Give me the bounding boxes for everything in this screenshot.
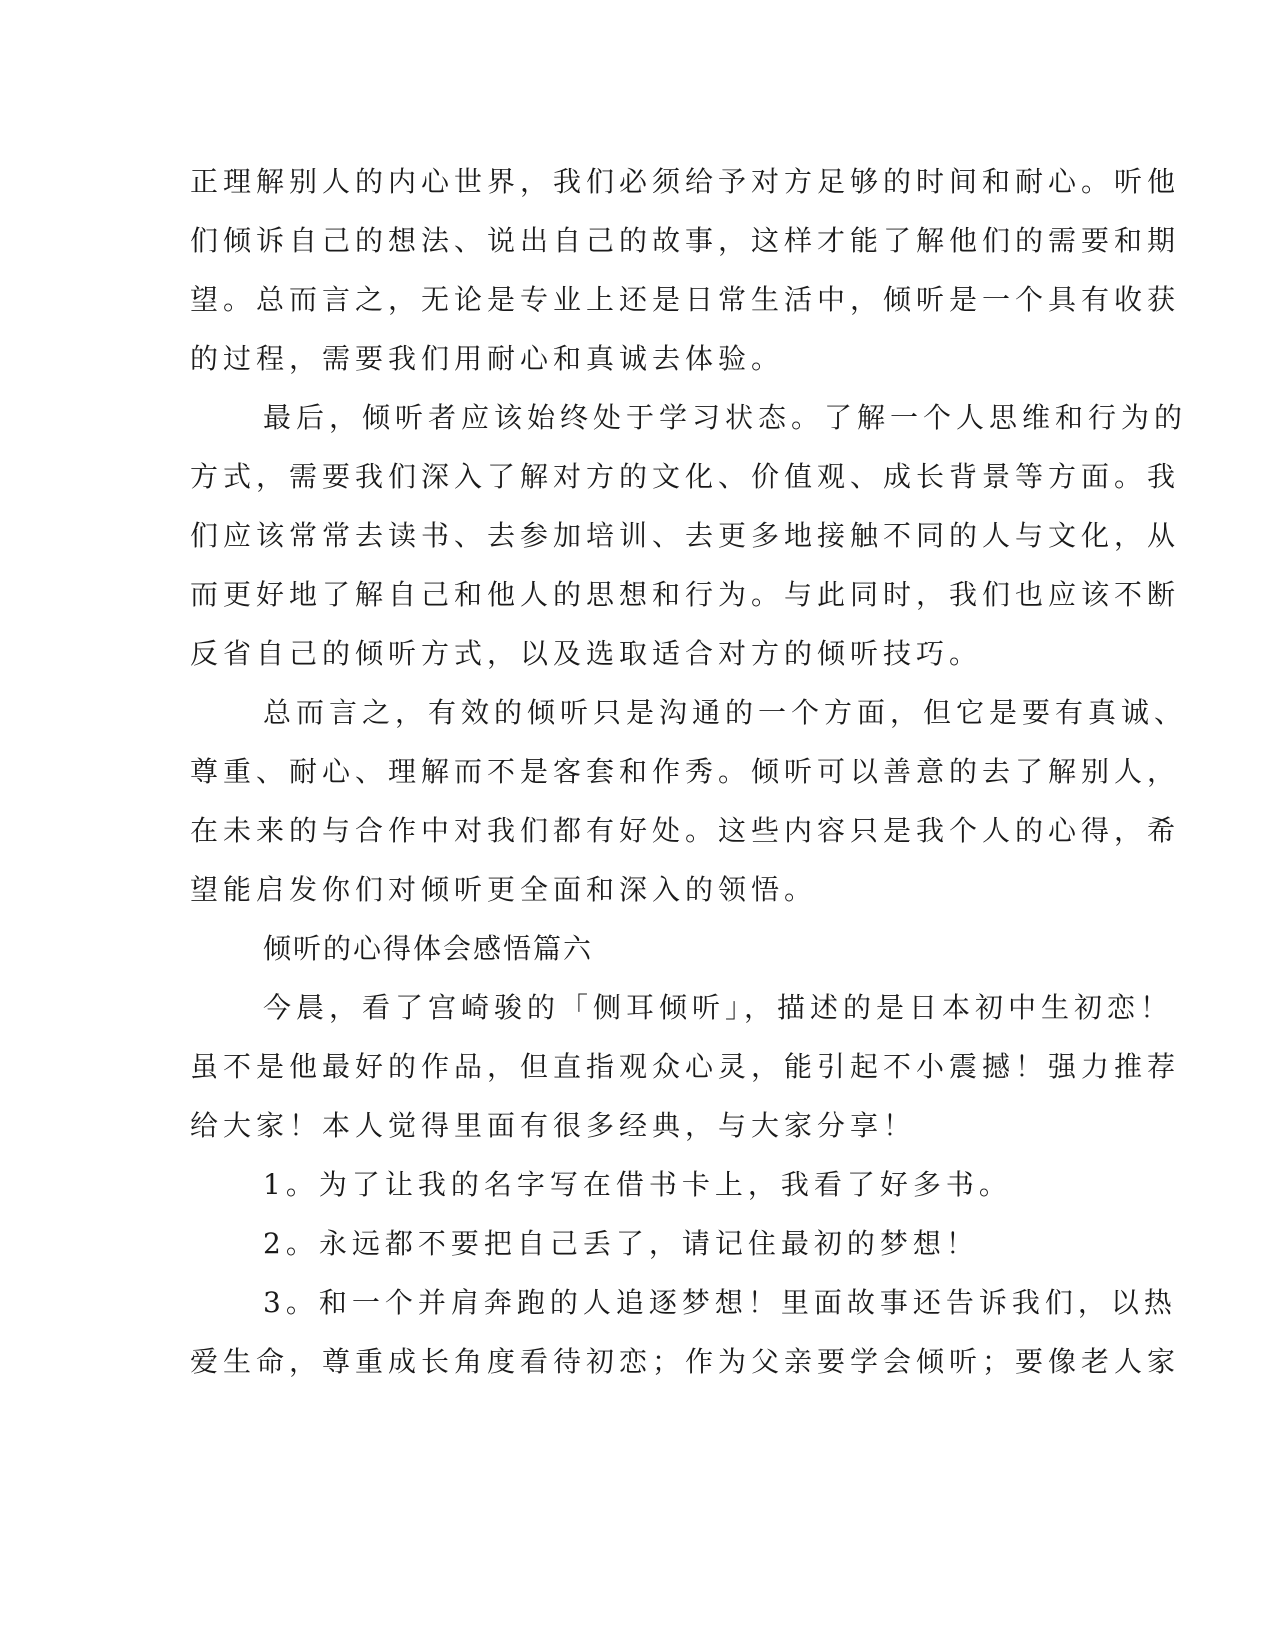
list-item: 1。为了让我的名字写在借书卡上，我看了好多书。 bbox=[263, 1168, 1012, 1201]
text-line: 们应该常常去读书、去参加培训、去更多地接触不同的人与文化，从 bbox=[190, 519, 1181, 552]
paragraph-first-line: 今晨，看了宫崎骏的「侧耳倾听」，描述的是日本初中生初恋！ bbox=[263, 991, 1174, 1024]
list-item: 2。永远都不要把自己丢了，请记住最初的梦想！ bbox=[263, 1227, 979, 1260]
paragraph-first-line: 总而言之，有效的倾听只是沟通的一个方面，但它是要有真诚、 bbox=[263, 696, 1188, 729]
text-line: 望能启发你们对倾听更全面和深入的领悟。 bbox=[190, 873, 818, 906]
text-line: 在未来的与合作中对我们都有好处。这些内容只是我个人的心得，希 bbox=[190, 814, 1181, 847]
text-line: 给大家！本人觉得里面有很多经典，与大家分享！ bbox=[190, 1109, 917, 1142]
text-line: 的过程，需要我们用耐心和真诚去体验。 bbox=[190, 342, 785, 375]
text-line: 而更好地了解自己和他人的思想和行为。与此同时，我们也应该不断 bbox=[190, 578, 1181, 611]
text-line: 爱生命，尊重成长角度看待初恋；作为父亲要学会倾听；要像老人家 bbox=[190, 1345, 1181, 1378]
text-line: 反省自己的倾听方式，以及选取适合对方的倾听技巧。 bbox=[190, 637, 983, 670]
text-line: 尊重、耐心、理解而不是客套和作秀。倾听可以善意的去了解别人， bbox=[190, 755, 1181, 788]
text-line: 方式，需要我们深入了解对方的文化、价值观、成长背景等方面。我 bbox=[190, 460, 1181, 493]
list-item: 3。和一个并肩奔跑的人追逐梦想！里面故事还告诉我们，以热 bbox=[263, 1286, 1177, 1319]
text-line: 正理解别人的内心世界，我们必须给予对方足够的时间和耐心。听他 bbox=[190, 165, 1181, 198]
paragraph-first-line: 最后，倾听者应该始终处于学习状态。了解一个人思维和行为的 bbox=[263, 401, 1188, 434]
text-line: 虽不是他最好的作品，但直指观众心灵，能引起不小震撼！强力推荐 bbox=[190, 1050, 1181, 1083]
section-heading: 倾听的心得体会感悟篇六 bbox=[263, 932, 594, 965]
text-line: 们倾诉自己的想法、说出自己的故事，这样才能了解他们的需要和期 bbox=[190, 224, 1181, 257]
text-line: 望。总而言之，无论是专业上还是日常生活中，倾听是一个具有收获 bbox=[190, 283, 1181, 316]
